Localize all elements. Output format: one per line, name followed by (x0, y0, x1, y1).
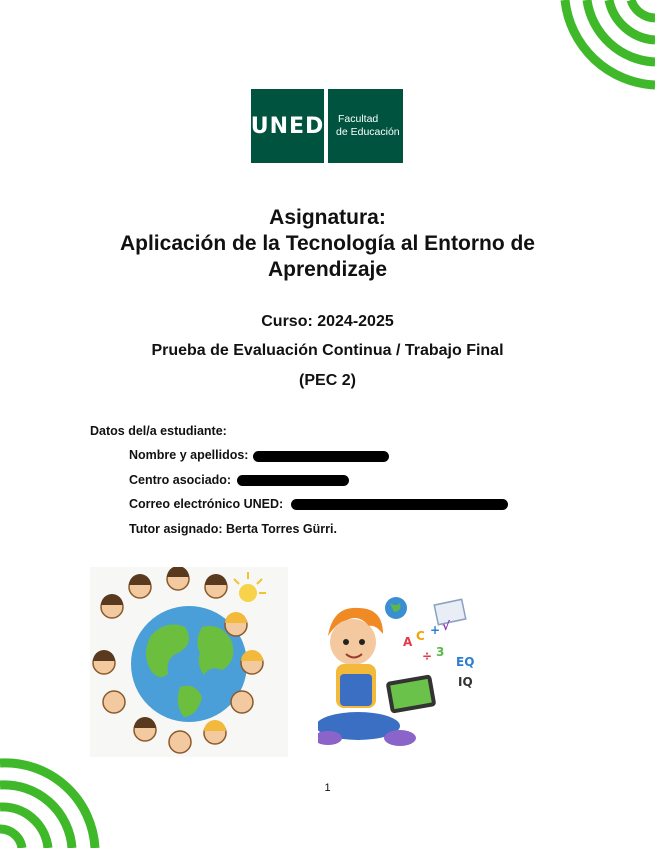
redaction-bar-email (291, 499, 508, 510)
svg-text:3: 3 (436, 645, 445, 659)
svg-text:A: A (403, 635, 413, 649)
svg-text:√: √ (442, 619, 451, 633)
uned-logo-mark: UNED (251, 89, 324, 163)
tutor-label: Tutor asignado: (129, 522, 223, 536)
svg-text:C: C (416, 629, 425, 643)
svg-text:IQ: IQ (458, 675, 473, 689)
svg-text:EQ: EQ (456, 655, 475, 669)
faculty-line-1: Facultad (338, 113, 379, 125)
student-data-heading: Datos del/a estudiante: (90, 424, 227, 438)
title-line-2: Aplicación de la Tecnología al Entorno de (119, 232, 535, 255)
faculty-line-2: de Educación (336, 126, 400, 138)
course-year: Curso: 2024-2025 (261, 313, 394, 330)
student-center-label: Centro asociado: (129, 473, 232, 487)
title-line-1: Asignatura: (269, 206, 386, 229)
earth-children-illustration (90, 567, 288, 757)
svg-text:÷: ÷ (422, 649, 433, 663)
student-email-label: Correo electrónico UNED: (129, 497, 284, 511)
assessment-type: Prueba de Evaluación Continua / Trabajo Final (151, 342, 504, 359)
pec-label: (PEC 2) (299, 372, 356, 389)
child-tablet-illustration (318, 594, 488, 756)
student-name-label: Nombre y apellidos: (129, 448, 249, 462)
title-line-3: Aprendizaje (267, 258, 388, 281)
page-number: 1 (324, 782, 331, 794)
redaction-bar-name (253, 451, 389, 462)
redaction-bar-center (237, 475, 349, 486)
svg-text:+: + (430, 623, 441, 637)
corner-decoration-top-right (525, 0, 655, 100)
tutor-value: Berta Torres Gürri. (226, 522, 337, 536)
faculty-logo-text (328, 89, 403, 163)
document-title (0, 205, 655, 283)
uned-logo (251, 89, 403, 163)
student-tutor-row (129, 522, 337, 536)
